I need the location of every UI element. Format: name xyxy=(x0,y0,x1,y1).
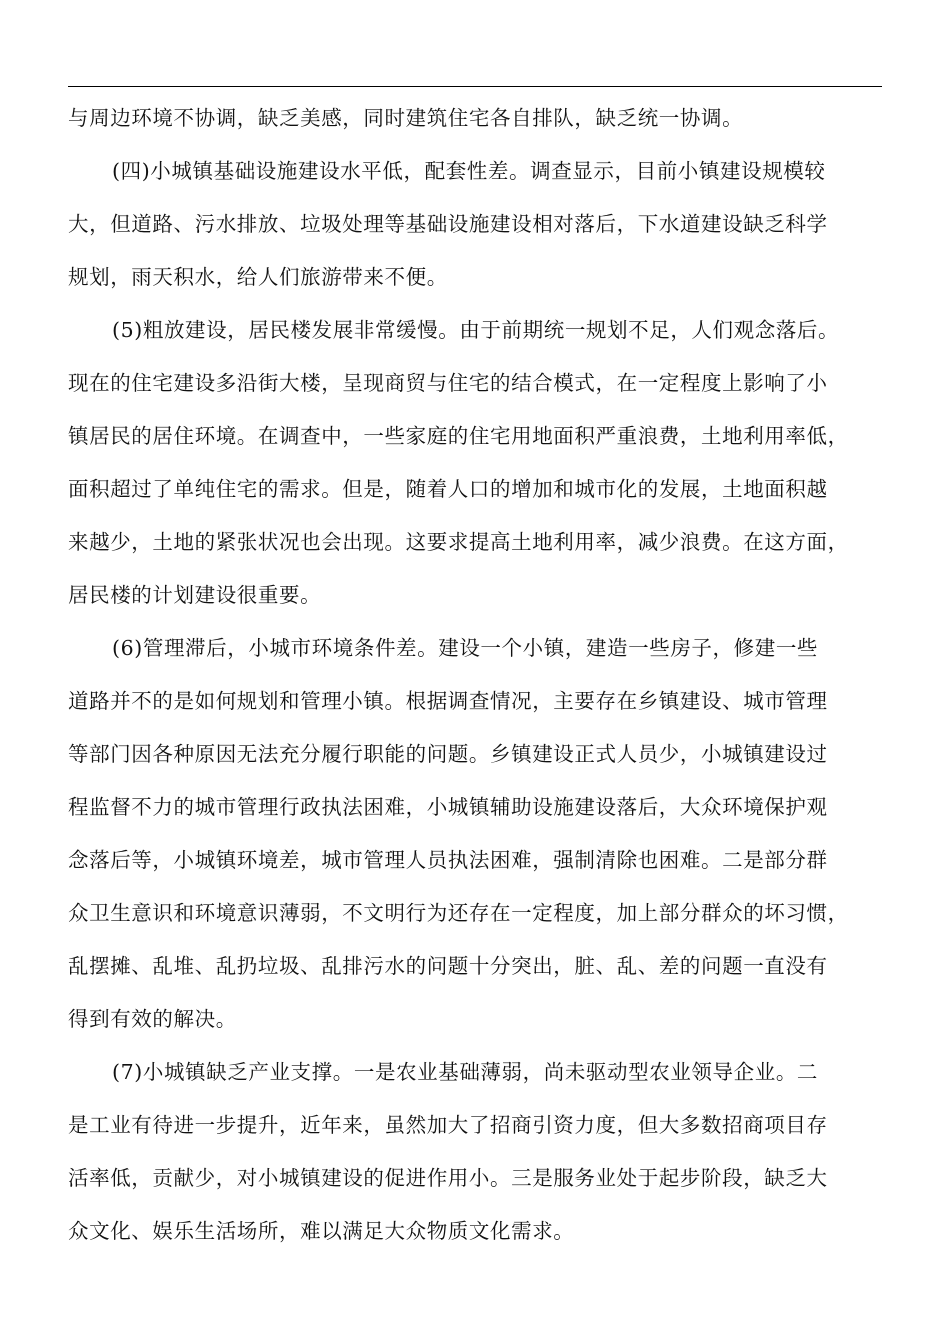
text-line: 镇居民的居住环境。在调查中，一些家庭的住宅用地面积严重浪费，土地利用率低， xyxy=(68,424,849,448)
text-line: 居民楼的计划建设很重要。 xyxy=(68,583,322,607)
text-line: 念落后等，小城镇环境差，城市管理人员执法困难，强制清除也困难。二是部分群 xyxy=(68,848,828,872)
text-line: 规划，雨天积水，给人们旅游带来不便。 xyxy=(68,265,448,289)
text-line: 众卫生意识和环境意识薄弱，不文明行为还存在一定程度，加上部分群众的坏习惯， xyxy=(68,901,849,925)
paragraph-first-line: (四)小城镇基础设施建设水平低，配套性差。调查显示，目前小镇建设规模较 xyxy=(112,159,826,183)
text-line: 大，但道路、污水排放、垃圾处理等基础设施建设相对落后，下水道建设缺乏科学 xyxy=(68,212,828,236)
text-line: 得到有效的解决。 xyxy=(68,1007,237,1031)
text-line: 等部门因各种原因无法充分履行职能的问题。乡镇建设正式人员少，小城镇建设过 xyxy=(68,742,828,766)
text-line: 现在的住宅建设多沿街大楼，呈现商贸与住宅的结合模式，在一定程度上影响了小 xyxy=(68,371,828,395)
text-line: 乱摆摊、乱堆、乱扔垃圾、乱排污水的问题十分突出，脏、乱、差的问题一直没有 xyxy=(68,954,828,978)
paragraph-first-line: (5)粗放建设，居民楼发展非常缓慢。由于前期统一规划不足，人们观念落后。 xyxy=(112,318,840,342)
text-line: 来越少，土地的紧张状况也会出现。这要求提高土地利用率，减少浪费。在这方面， xyxy=(68,530,849,554)
text-line: 道路并不的是如何规划和管理小镇。根据调查情况，主要存在乡镇建设、城市管理 xyxy=(68,689,828,713)
text-line: 与周边环境不协调，缺乏美感，同时建筑住宅各自排队，缺乏统一协调。 xyxy=(68,106,744,130)
document-body xyxy=(68,92,882,1258)
paragraph-first-line: (7)小城镇缺乏产业支撑。一是农业基础薄弱，尚未驱动型农业领导企业。二 xyxy=(112,1060,819,1084)
text-line: 程监督不力的城市管理行政执法困难，小城镇辅助设施建设落后，大众环境保护观 xyxy=(68,795,828,819)
header-rule xyxy=(68,86,882,87)
text-line: 是工业有待进一步提升，近年来，虽然加大了招商引资力度，但大多数招商项目存 xyxy=(68,1113,828,1137)
text-line: 面积超过了单纯住宅的需求。但是，随着人口的增加和城市化的发展，土地面积越 xyxy=(68,477,828,501)
text-line: 众文化、娱乐生活场所，难以满足大众物质文化需求。 xyxy=(68,1219,575,1243)
text-line: 活率低，贡献少，对小城镇建设的促进作用小。三是服务业处于起步阶段，缺乏大 xyxy=(68,1166,828,1190)
paragraph-first-line: (6)管理滞后，小城市环境条件差。建设一个小镇，建造一些房子，修建一些 xyxy=(112,636,819,660)
